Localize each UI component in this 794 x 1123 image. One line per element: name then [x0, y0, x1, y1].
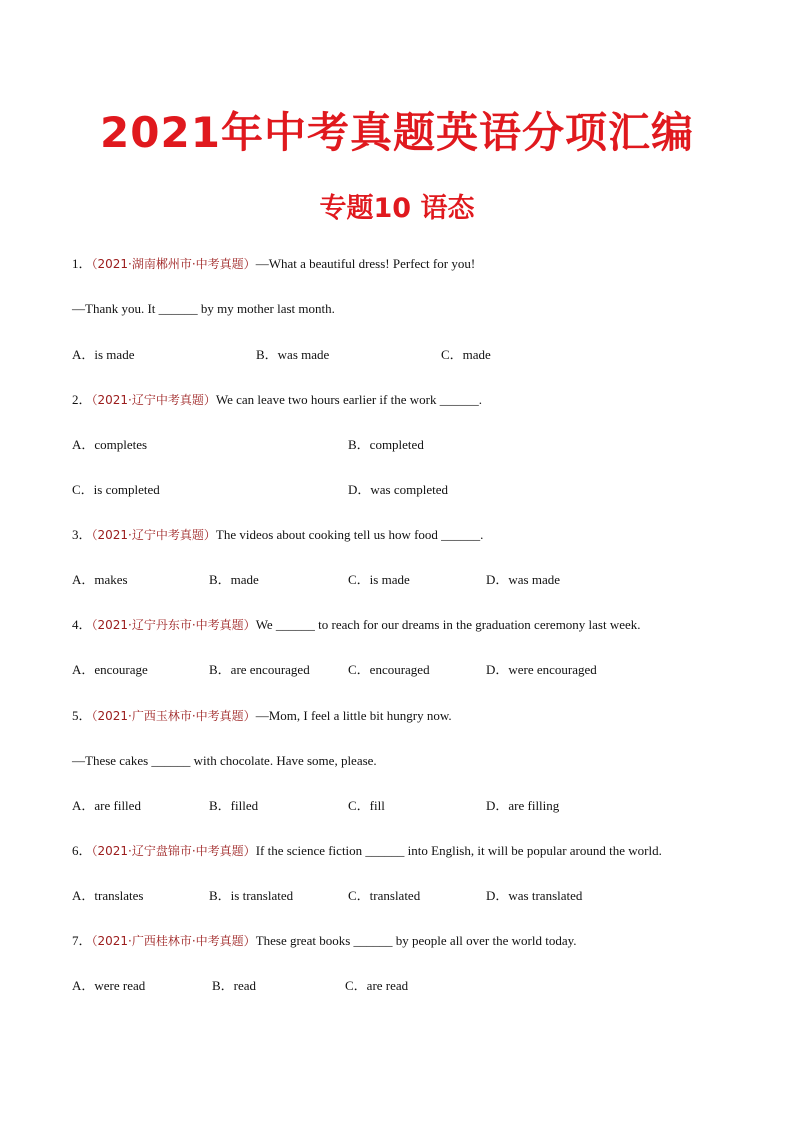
- option-b: B．completed: [348, 437, 424, 452]
- question-6: [72, 843, 662, 859]
- option-d: D．was translated: [486, 888, 583, 903]
- option-c: C．are read: [345, 978, 409, 993]
- option-a: A．translates: [72, 888, 144, 903]
- option-b: B．made: [209, 572, 259, 587]
- option-a: A．is made: [72, 347, 135, 362]
- question-4: [72, 617, 641, 633]
- question-number: 2．: [72, 392, 92, 407]
- option-b: B．read: [212, 978, 257, 993]
- question-number: 5．: [72, 708, 92, 723]
- page-subtitle: 专题10 语态: [319, 193, 475, 224]
- question-source: （2021·辽宁盘锦市·中考真题）: [91, 844, 256, 858]
- question-source: （2021·辽宁中考真题）: [91, 393, 216, 407]
- option-a: A．encourage: [72, 662, 148, 677]
- question-source: （2021·湖南郴州市·中考真题）: [91, 257, 256, 271]
- option-c: C．encouraged: [348, 662, 430, 677]
- question-5: [72, 708, 452, 724]
- option-d: D．was completed: [348, 482, 449, 497]
- option-b: B．is translated: [209, 888, 294, 903]
- option-a: A．are filled: [72, 798, 141, 813]
- question-source: （2021·辽宁中考真题）: [91, 528, 216, 542]
- question-stem: —What a beautiful dress! Perfect for you!: [255, 256, 476, 271]
- question-stem: We ______ to reach for our dreams in the graduation ceremony last week.: [255, 617, 641, 632]
- question-source: （2021·广西桂林市·中考真题）: [91, 934, 256, 948]
- option-a: A．makes: [72, 572, 128, 587]
- option-d: D．was made: [486, 572, 561, 587]
- option-c: C．translated: [348, 888, 421, 903]
- question-3: [72, 527, 483, 543]
- option-b: B．are encouraged: [209, 662, 310, 677]
- option-d: D．are filling: [486, 798, 560, 813]
- option-c: C．is completed: [72, 482, 160, 497]
- question-7: [72, 933, 577, 949]
- question-stem: If the science fiction ______ into English, it will be popular around the world.: [255, 843, 662, 858]
- question-5-line-2: —These cakes ______ with chocolate. Have some, please.: [72, 753, 377, 768]
- question-stem: —Mom, I feel a little bit hungry now.: [255, 708, 452, 723]
- option-a: A．were read: [72, 978, 146, 993]
- question-source: （2021·辽宁丹东市·中考真题）: [91, 618, 256, 632]
- question-number: 4．: [72, 617, 92, 632]
- question-number: 6．: [72, 843, 92, 858]
- question-2: [72, 392, 482, 408]
- option-b: B．filled: [209, 798, 259, 813]
- option-c: C．made: [441, 347, 491, 362]
- question-source: （2021·广西玉林市·中考真题）: [91, 709, 256, 723]
- page-title: 2021年中考真题英语分项汇编: [100, 108, 694, 157]
- option-a: A．completes: [72, 437, 148, 452]
- question-1: [72, 256, 475, 272]
- question-number: 7．: [72, 933, 92, 948]
- option-c: C．fill: [348, 798, 385, 813]
- option-d: D．were encouraged: [486, 662, 597, 677]
- question-stem: These great books ______ by people all over the world today.: [255, 933, 577, 948]
- option-c: C．is made: [348, 572, 410, 587]
- question-number: 3．: [72, 527, 92, 542]
- question-stem: The videos about cooking tell us how food ______.: [215, 527, 484, 542]
- option-b: B．was made: [256, 347, 330, 362]
- question-number: 1．: [72, 256, 92, 271]
- question-1-line-2: —Thank you. It ______ by my mother last month.: [72, 301, 335, 316]
- question-stem: We can leave two hours earlier if the work ______.: [215, 392, 482, 407]
